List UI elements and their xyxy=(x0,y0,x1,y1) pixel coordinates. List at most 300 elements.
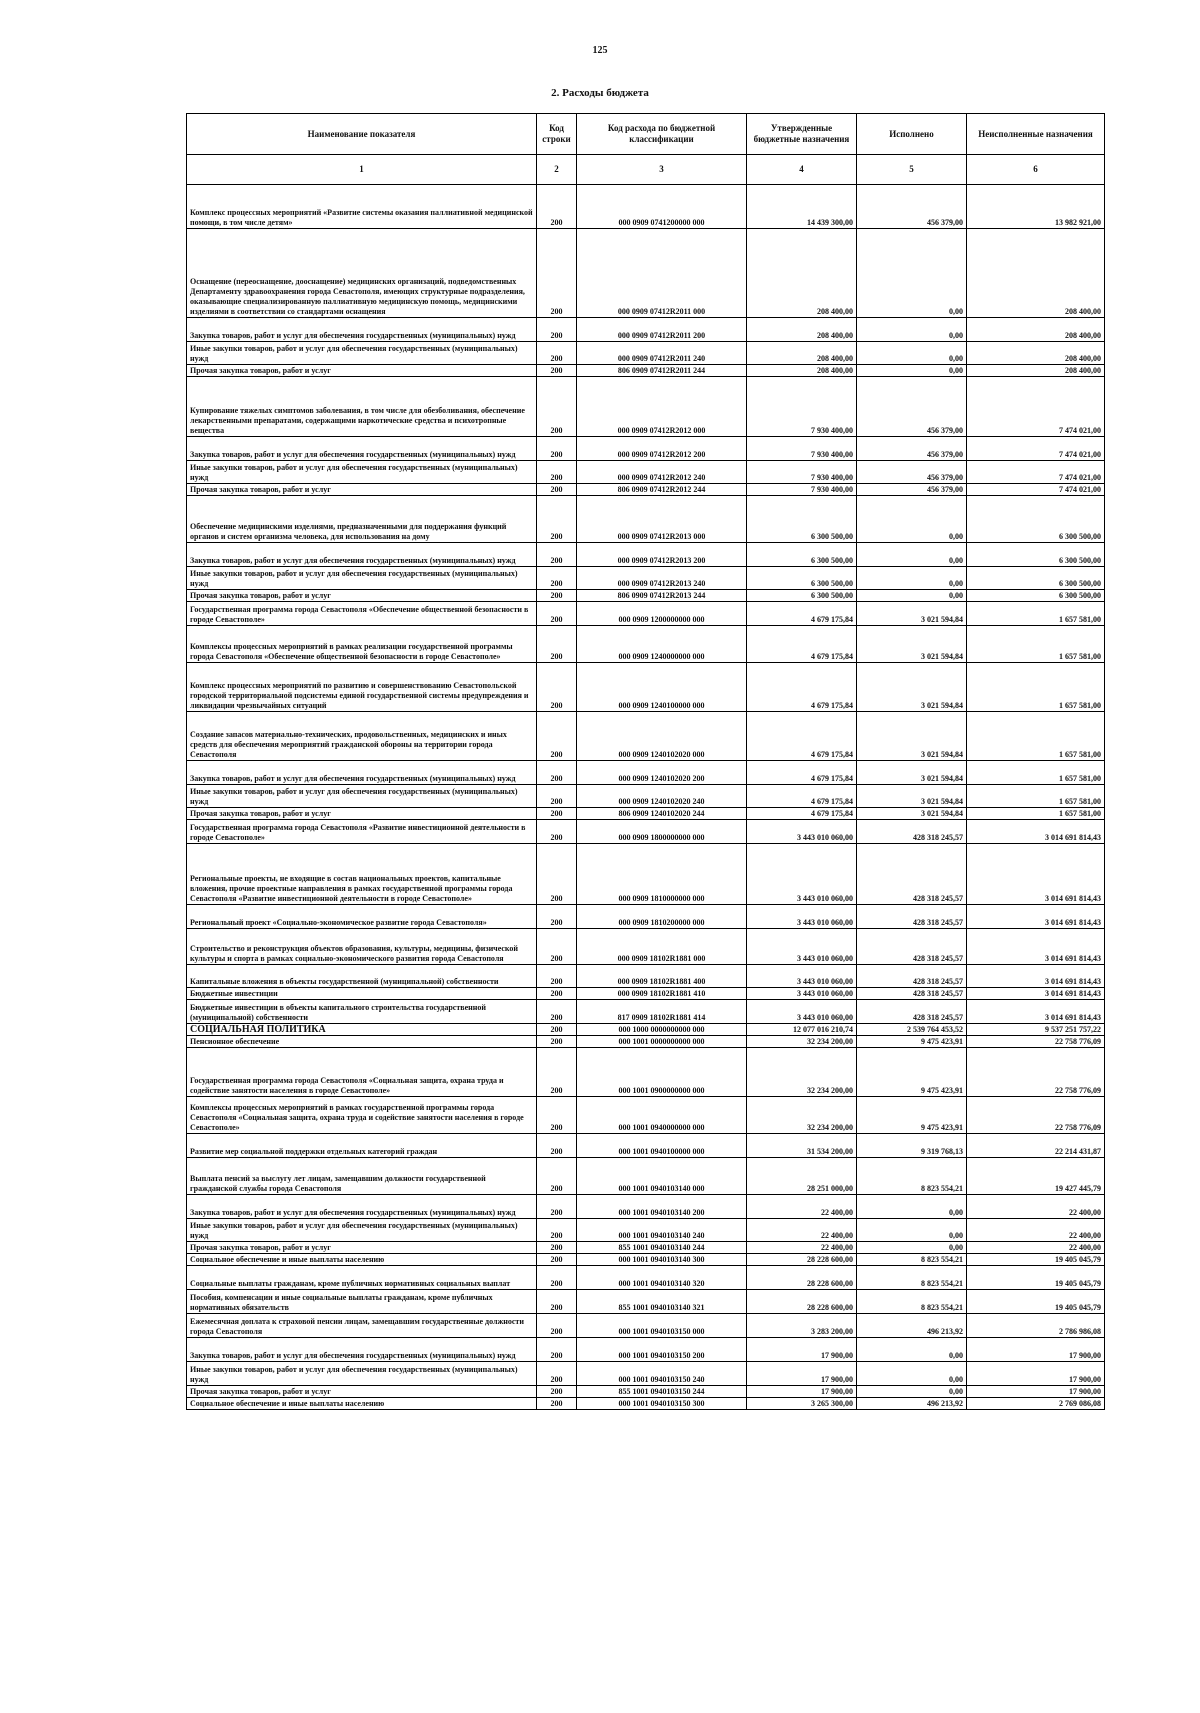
row-name: Социальное обеспечение и иные выплаты населению xyxy=(187,1254,537,1266)
row-line-code: 200 xyxy=(537,1219,577,1242)
col-number: 2 xyxy=(537,155,577,185)
row-line-code: 200 xyxy=(537,461,577,484)
row-name: Государственная программа города Севастополя «Обеспечение общественной безопасности в городе Севастополе» xyxy=(187,602,537,626)
table-row xyxy=(187,965,1105,988)
table-row xyxy=(187,808,1105,820)
row-unexecuted-amount: 1 657 581,00 xyxy=(967,712,1105,761)
row-classification-code: 000 1001 0940103140 200 xyxy=(577,1195,747,1219)
row-name: Прочая закупка товаров, работ и услуг xyxy=(187,484,537,496)
row-classification-code: 000 0909 07412R2011 240 xyxy=(577,342,747,365)
row-approved-amount: 14 439 300,00 xyxy=(747,185,857,229)
row-approved-amount: 22 400,00 xyxy=(747,1242,857,1254)
row-executed-amount: 0,00 xyxy=(857,1362,967,1386)
row-executed-amount: 3 021 594,84 xyxy=(857,785,967,808)
table-row xyxy=(187,1134,1105,1158)
row-classification-code: 000 0909 07412R2012 240 xyxy=(577,461,747,484)
row-approved-amount: 6 300 500,00 xyxy=(747,496,857,543)
row-unexecuted-amount: 19 405 045,79 xyxy=(967,1254,1105,1266)
row-name: Закупка товаров, работ и услуг для обеспечения государственных (муниципальных) нужд xyxy=(187,437,537,461)
row-unexecuted-amount: 22 758 776,09 xyxy=(967,1097,1105,1134)
row-line-code: 200 xyxy=(537,437,577,461)
col-number: 6 xyxy=(967,155,1105,185)
row-approved-amount: 4 679 175,84 xyxy=(747,602,857,626)
row-classification-code: 000 0909 18102R1881 400 xyxy=(577,965,747,988)
row-name: Оснащение (переоснащение, дооснащение) медицинских организаций, подведомственных Департаменту здравоохранения города Севастополя, имеющих структурные подразделения, оказывающие специализированную паллиативную медицинскую помощь, медицинскими изделиями в соответствии со стандартами оснащения xyxy=(187,229,537,318)
row-classification-code: 000 0909 07412R2013 000 xyxy=(577,496,747,543)
row-executed-amount: 3 021 594,84 xyxy=(857,626,967,663)
row-executed-amount: 9 475 423,91 xyxy=(857,1097,967,1134)
row-classification-code: 000 1001 0940103140 300 xyxy=(577,1254,747,1266)
row-classification-code: 806 0909 07412R2012 244 xyxy=(577,484,747,496)
row-unexecuted-amount: 22 758 776,09 xyxy=(967,1048,1105,1097)
row-line-code: 200 xyxy=(537,1362,577,1386)
col-number: 1 xyxy=(187,155,537,185)
row-approved-amount: 6 300 500,00 xyxy=(747,543,857,567)
row-line-code: 200 xyxy=(537,318,577,342)
row-unexecuted-amount: 208 400,00 xyxy=(967,229,1105,318)
row-executed-amount: 0,00 xyxy=(857,1219,967,1242)
column-titles-row xyxy=(187,114,1105,155)
table-row xyxy=(187,712,1105,761)
table-row xyxy=(187,844,1105,905)
row-line-code: 200 xyxy=(537,1000,577,1024)
row-unexecuted-amount: 6 300 500,00 xyxy=(967,590,1105,602)
row-unexecuted-amount: 3 014 691 814,43 xyxy=(967,820,1105,844)
row-line-code: 200 xyxy=(537,1242,577,1254)
table-row xyxy=(187,602,1105,626)
row-approved-amount: 3 443 010 060,00 xyxy=(747,820,857,844)
row-unexecuted-amount: 22 400,00 xyxy=(967,1195,1105,1219)
row-executed-amount: 456 379,00 xyxy=(857,185,967,229)
row-approved-amount: 28 251 000,00 xyxy=(747,1158,857,1195)
table-row xyxy=(187,1290,1105,1314)
row-classification-code: 806 0909 07412R2013 244 xyxy=(577,590,747,602)
row-line-code: 200 xyxy=(537,567,577,590)
table-row xyxy=(187,988,1105,1000)
row-line-code: 200 xyxy=(537,1314,577,1338)
row-line-code: 200 xyxy=(537,712,577,761)
row-line-code: 200 xyxy=(537,820,577,844)
row-name: Иные закупки товаров, работ и услуг для обеспечения государственных (муниципальных) нужд xyxy=(187,342,537,365)
row-line-code: 200 xyxy=(537,185,577,229)
table-row xyxy=(187,484,1105,496)
row-unexecuted-amount: 17 900,00 xyxy=(967,1338,1105,1362)
row-name: Государственная программа города Севастополя «Развитие инвестиционной деятельности в городе Севастополе» xyxy=(187,820,537,844)
row-name: Социальное обеспечение и иные выплаты населению xyxy=(187,1398,537,1410)
row-classification-code: 000 1001 0940103150 240 xyxy=(577,1362,747,1386)
row-executed-amount: 0,00 xyxy=(857,342,967,365)
row-line-code: 200 xyxy=(537,229,577,318)
row-unexecuted-amount: 19 427 445,79 xyxy=(967,1158,1105,1195)
row-executed-amount: 428 318 245,57 xyxy=(857,820,967,844)
row-approved-amount: 4 679 175,84 xyxy=(747,712,857,761)
row-line-code: 200 xyxy=(537,905,577,929)
table-row xyxy=(187,1097,1105,1134)
col-classification-code-header: Код расхода по бюджетной классификации xyxy=(577,114,747,155)
row-name: Закупка товаров, работ и услуг для обеспечения государственных (муниципальных) нужд xyxy=(187,543,537,567)
row-unexecuted-amount: 1 657 581,00 xyxy=(967,808,1105,820)
row-classification-code: 000 1001 0940103140 320 xyxy=(577,1266,747,1290)
row-executed-amount: 428 318 245,57 xyxy=(857,905,967,929)
row-unexecuted-amount: 3 014 691 814,43 xyxy=(967,988,1105,1000)
row-name: Строительство и реконструкция объектов образования, культуры, медицины, физической культуры и спорта в рамках социально-экономического развития города Севастополя xyxy=(187,929,537,965)
row-line-code: 200 xyxy=(537,484,577,496)
row-name: Иные закупки товаров, работ и услуг для обеспечения государственных (муниципальных) нужд xyxy=(187,1362,537,1386)
row-executed-amount: 456 379,00 xyxy=(857,484,967,496)
row-classification-code: 000 1001 0940103140 000 xyxy=(577,1158,747,1195)
row-executed-amount: 428 318 245,57 xyxy=(857,844,967,905)
row-name: Прочая закупка товаров, работ и услуг xyxy=(187,1386,537,1398)
table-row xyxy=(187,365,1105,377)
row-line-code: 200 xyxy=(537,988,577,1000)
row-unexecuted-amount: 22 758 776,09 xyxy=(967,1036,1105,1048)
row-executed-amount: 496 213,92 xyxy=(857,1398,967,1410)
row-name: Закупка товаров, работ и услуг для обеспечения государственных (муниципальных) нужд xyxy=(187,1195,537,1219)
row-executed-amount: 428 318 245,57 xyxy=(857,929,967,965)
row-executed-amount: 428 318 245,57 xyxy=(857,1000,967,1024)
table-row xyxy=(187,1242,1105,1254)
row-unexecuted-amount: 7 474 021,00 xyxy=(967,484,1105,496)
row-line-code: 200 xyxy=(537,1398,577,1410)
table-row xyxy=(187,1398,1105,1410)
row-approved-amount: 17 900,00 xyxy=(747,1386,857,1398)
row-executed-amount: 9 319 768,13 xyxy=(857,1134,967,1158)
row-classification-code: 000 1001 0900000000 000 xyxy=(577,1048,747,1097)
row-unexecuted-amount: 9 537 251 757,22 xyxy=(967,1024,1105,1036)
row-approved-amount: 208 400,00 xyxy=(747,365,857,377)
row-approved-amount: 7 930 400,00 xyxy=(747,461,857,484)
table-row xyxy=(187,1000,1105,1024)
row-executed-amount: 456 379,00 xyxy=(857,461,967,484)
row-classification-code: 817 0909 18102R1881 414 xyxy=(577,1000,747,1024)
row-classification-code: 000 1001 0940000000 000 xyxy=(577,1097,747,1134)
row-classification-code: 855 1001 0940103140 244 xyxy=(577,1242,747,1254)
row-approved-amount: 31 534 200,00 xyxy=(747,1134,857,1158)
table-row xyxy=(187,543,1105,567)
row-executed-amount: 3 021 594,84 xyxy=(857,602,967,626)
row-line-code: 200 xyxy=(537,929,577,965)
row-unexecuted-amount: 1 657 581,00 xyxy=(967,602,1105,626)
row-name: Развитие мер социальной поддержки отдельных категорий граждан xyxy=(187,1134,537,1158)
row-name: Пособия, компенсации и иные социальные выплаты гражданам, кроме публичных нормативных обязательств xyxy=(187,1290,537,1314)
row-approved-amount: 22 400,00 xyxy=(747,1195,857,1219)
row-executed-amount: 0,00 xyxy=(857,590,967,602)
row-approved-amount: 28 228 600,00 xyxy=(747,1254,857,1266)
row-approved-amount: 32 234 200,00 xyxy=(747,1036,857,1048)
row-name: Прочая закупка товаров, работ и услуг xyxy=(187,808,537,820)
col-number: 5 xyxy=(857,155,967,185)
row-approved-amount: 28 228 600,00 xyxy=(747,1266,857,1290)
table-row xyxy=(187,567,1105,590)
row-unexecuted-amount: 17 900,00 xyxy=(967,1362,1105,1386)
table-header xyxy=(187,114,1105,185)
row-approved-amount: 208 400,00 xyxy=(747,229,857,318)
table-row xyxy=(187,761,1105,785)
row-line-code: 200 xyxy=(537,844,577,905)
row-approved-amount: 17 900,00 xyxy=(747,1362,857,1386)
row-unexecuted-amount: 6 300 500,00 xyxy=(967,543,1105,567)
row-classification-code: 806 0909 07412R2011 244 xyxy=(577,365,747,377)
row-approved-amount: 4 679 175,84 xyxy=(747,808,857,820)
row-unexecuted-amount: 6 300 500,00 xyxy=(967,496,1105,543)
row-approved-amount: 6 300 500,00 xyxy=(747,590,857,602)
row-line-code: 200 xyxy=(537,1097,577,1134)
row-executed-amount: 428 318 245,57 xyxy=(857,965,967,988)
row-executed-amount: 0,00 xyxy=(857,318,967,342)
row-executed-amount: 9 475 423,91 xyxy=(857,1048,967,1097)
row-executed-amount: 0,00 xyxy=(857,1338,967,1362)
row-name: Иные закупки товаров, работ и услуг для обеспечения государственных (муниципальных) нужд xyxy=(187,785,537,808)
budget-expenses-table xyxy=(186,113,1105,1410)
col-number: 4 xyxy=(747,155,857,185)
row-unexecuted-amount: 7 474 021,00 xyxy=(967,461,1105,484)
table-row xyxy=(187,1048,1105,1097)
row-classification-code: 000 0909 07412R2012 000 xyxy=(577,377,747,437)
row-approved-amount: 208 400,00 xyxy=(747,342,857,365)
row-name: Выплата пенсий за выслугу лет лицам, замещавшим должности государственной гражданской службы города Севастополя xyxy=(187,1158,537,1195)
row-approved-amount: 7 930 400,00 xyxy=(747,484,857,496)
row-approved-amount: 7 930 400,00 xyxy=(747,377,857,437)
row-line-code: 200 xyxy=(537,1290,577,1314)
row-approved-amount: 3 443 010 060,00 xyxy=(747,1000,857,1024)
col-line-code-header: Код строки xyxy=(537,114,577,155)
row-approved-amount: 3 443 010 060,00 xyxy=(747,965,857,988)
row-name: СОЦИАЛЬНАЯ ПОЛИТИКА xyxy=(187,1024,537,1036)
row-classification-code: 000 0909 07412R2012 200 xyxy=(577,437,747,461)
row-approved-amount: 4 679 175,84 xyxy=(747,761,857,785)
row-executed-amount: 8 823 554,21 xyxy=(857,1254,967,1266)
row-classification-code: 000 0909 1240102020 200 xyxy=(577,761,747,785)
row-approved-amount: 3 265 300,00 xyxy=(747,1398,857,1410)
row-approved-amount: 17 900,00 xyxy=(747,1338,857,1362)
row-name: Иные закупки товаров, работ и услуг для обеспечения государственных (муниципальных) нужд xyxy=(187,1219,537,1242)
row-classification-code: 000 0909 1240100000 000 xyxy=(577,663,747,712)
table-row xyxy=(187,1195,1105,1219)
row-line-code: 200 xyxy=(537,1386,577,1398)
row-executed-amount: 2 539 764 453,52 xyxy=(857,1024,967,1036)
table-row xyxy=(187,1024,1105,1036)
row-executed-amount: 0,00 xyxy=(857,496,967,543)
table-row xyxy=(187,820,1105,844)
row-unexecuted-amount: 3 014 691 814,43 xyxy=(967,1000,1105,1024)
row-classification-code: 000 0909 0741200000 000 xyxy=(577,185,747,229)
row-line-code: 200 xyxy=(537,602,577,626)
row-executed-amount: 8 823 554,21 xyxy=(857,1158,967,1195)
row-name: Иные закупки товаров, работ и услуг для обеспечения государственных (муниципальных) нужд xyxy=(187,567,537,590)
row-executed-amount: 9 475 423,91 xyxy=(857,1036,967,1048)
row-approved-amount: 4 679 175,84 xyxy=(747,785,857,808)
row-approved-amount: 22 400,00 xyxy=(747,1219,857,1242)
row-approved-amount: 28 228 600,00 xyxy=(747,1290,857,1314)
row-line-code: 200 xyxy=(537,1266,577,1290)
table-row xyxy=(187,437,1105,461)
row-executed-amount: 0,00 xyxy=(857,567,967,590)
row-unexecuted-amount: 19 405 045,79 xyxy=(967,1290,1105,1314)
row-line-code: 200 xyxy=(537,1036,577,1048)
table-row xyxy=(187,1036,1105,1048)
row-line-code: 200 xyxy=(537,761,577,785)
row-classification-code: 000 0909 07412R2011 200 xyxy=(577,318,747,342)
row-approved-amount: 4 679 175,84 xyxy=(747,663,857,712)
row-approved-amount: 32 234 200,00 xyxy=(747,1048,857,1097)
row-unexecuted-amount: 1 657 581,00 xyxy=(967,761,1105,785)
row-unexecuted-amount: 22 214 431,87 xyxy=(967,1134,1105,1158)
row-unexecuted-amount: 7 474 021,00 xyxy=(967,377,1105,437)
row-unexecuted-amount: 3 014 691 814,43 xyxy=(967,844,1105,905)
row-classification-code: 806 0909 1240102020 244 xyxy=(577,808,747,820)
row-line-code: 200 xyxy=(537,1254,577,1266)
row-name: Комплекс процессных мероприятий «Развитие системы оказания паллиативной медицинской помощи, в том числе детям» xyxy=(187,185,537,229)
row-approved-amount: 7 930 400,00 xyxy=(747,437,857,461)
row-name: Прочая закупка товаров, работ и услуг xyxy=(187,1242,537,1254)
row-executed-amount: 3 021 594,84 xyxy=(857,808,967,820)
table-row xyxy=(187,496,1105,543)
table-row xyxy=(187,1362,1105,1386)
row-classification-code: 000 1001 0940103150 300 xyxy=(577,1398,747,1410)
row-classification-code: 000 1000 0000000000 000 xyxy=(577,1024,747,1036)
table-row xyxy=(187,1266,1105,1290)
col-number: 3 xyxy=(577,155,747,185)
row-classification-code: 000 1001 0940103140 240 xyxy=(577,1219,747,1242)
row-line-code: 200 xyxy=(537,377,577,437)
row-unexecuted-amount: 208 400,00 xyxy=(967,318,1105,342)
row-classification-code: 000 1001 0000000000 000 xyxy=(577,1036,747,1048)
table-row xyxy=(187,1314,1105,1338)
row-line-code: 200 xyxy=(537,543,577,567)
col-executed-header: Исполнено xyxy=(857,114,967,155)
row-classification-code: 000 0909 1240102020 240 xyxy=(577,785,747,808)
row-classification-code: 000 0909 1800000000 000 xyxy=(577,820,747,844)
row-unexecuted-amount: 2 786 986,08 xyxy=(967,1314,1105,1338)
section-title: 2. Расходы бюджета xyxy=(551,87,649,99)
row-executed-amount: 8 823 554,21 xyxy=(857,1290,967,1314)
row-classification-code: 000 0909 07412R2013 200 xyxy=(577,543,747,567)
row-unexecuted-amount: 3 014 691 814,43 xyxy=(967,965,1105,988)
row-name: Прочая закупка товаров, работ и услуг xyxy=(187,590,537,602)
table-row xyxy=(187,1254,1105,1266)
table-row xyxy=(187,1338,1105,1362)
row-line-code: 200 xyxy=(537,1048,577,1097)
row-unexecuted-amount: 208 400,00 xyxy=(967,342,1105,365)
row-name: Закупка товаров, работ и услуг для обеспечения государственных (муниципальных) нужд xyxy=(187,761,537,785)
row-approved-amount: 3 443 010 060,00 xyxy=(747,929,857,965)
row-executed-amount: 0,00 xyxy=(857,229,967,318)
row-line-code: 200 xyxy=(537,590,577,602)
row-name: Социальные выплаты гражданам, кроме публичных нормативных социальных выплат xyxy=(187,1266,537,1290)
table-row xyxy=(187,905,1105,929)
row-classification-code: 000 0909 18102R1881 000 xyxy=(577,929,747,965)
row-executed-amount: 0,00 xyxy=(857,1242,967,1254)
table-row xyxy=(187,785,1105,808)
row-name: Прочая закупка товаров, работ и услуг xyxy=(187,365,537,377)
row-unexecuted-amount: 3 014 691 814,43 xyxy=(967,905,1105,929)
row-line-code: 200 xyxy=(537,808,577,820)
row-classification-code: 000 1001 0940103150 000 xyxy=(577,1314,747,1338)
col-name-header: Наименование показателя xyxy=(187,114,537,155)
row-line-code: 200 xyxy=(537,1195,577,1219)
row-executed-amount: 3 021 594,84 xyxy=(857,712,967,761)
row-name: Региональные проекты, не входящие в состав национальных проектов, капитальные вложения, прочие проектные направления в рамках государственной программы города Севастополя «Развитие инвестиционной деятельности в городе Севастополе» xyxy=(187,844,537,905)
row-name: Закупка товаров, работ и услуг для обеспечения государственных (муниципальных) нужд xyxy=(187,318,537,342)
row-name: Комплексы процессных мероприятий в рамках государственной программы города Севастополя «Социальная защита, охрана труда и содействие занятости населения в городе Севастополе» xyxy=(187,1097,537,1134)
row-executed-amount: 0,00 xyxy=(857,543,967,567)
row-classification-code: 000 0909 1200000000 000 xyxy=(577,602,747,626)
col-approved-header: Утвержденные бюджетные назначения xyxy=(747,114,857,155)
row-classification-code: 000 0909 07412R2011 000 xyxy=(577,229,747,318)
row-classification-code: 000 0909 18102R1881 410 xyxy=(577,988,747,1000)
table-row xyxy=(187,185,1105,229)
row-approved-amount: 12 077 016 210,74 xyxy=(747,1024,857,1036)
row-name: Комплексы процессных мероприятий в рамках реализации государственной программы города Севастополя «Обеспечение общественной безопасности в городе Севастополе» xyxy=(187,626,537,663)
row-executed-amount: 3 021 594,84 xyxy=(857,663,967,712)
row-executed-amount: 0,00 xyxy=(857,365,967,377)
row-name: Обеспечение медицинскими изделиями, предназначенными для поддержания функций органов и систем организма человека, для использования на дому xyxy=(187,496,537,543)
row-name: Создание запасов материально-технических, продовольственных, медицинских и иных средств для обеспечения мероприятий гражданской обороны на территории города Севастополя xyxy=(187,712,537,761)
row-executed-amount: 0,00 xyxy=(857,1195,967,1219)
table-row xyxy=(187,590,1105,602)
table-row xyxy=(187,229,1105,318)
row-executed-amount: 456 379,00 xyxy=(857,377,967,437)
column-numbers-row xyxy=(187,155,1105,185)
row-classification-code: 000 0909 1810000000 000 xyxy=(577,844,747,905)
row-name: Государственная программа города Севастополя «Социальная защита, охрана труда и содействие занятости населения в городе Севастополе» xyxy=(187,1048,537,1097)
row-approved-amount: 3 443 010 060,00 xyxy=(747,905,857,929)
row-approved-amount: 208 400,00 xyxy=(747,318,857,342)
row-approved-amount: 3 443 010 060,00 xyxy=(747,988,857,1000)
table-row xyxy=(187,626,1105,663)
row-approved-amount: 3 443 010 060,00 xyxy=(747,844,857,905)
row-approved-amount: 3 283 200,00 xyxy=(747,1314,857,1338)
row-unexecuted-amount: 2 769 086,08 xyxy=(967,1398,1105,1410)
row-line-code: 200 xyxy=(537,785,577,808)
row-unexecuted-amount: 208 400,00 xyxy=(967,365,1105,377)
row-approved-amount: 32 234 200,00 xyxy=(747,1097,857,1134)
table-row xyxy=(187,929,1105,965)
row-line-code: 200 xyxy=(537,1158,577,1195)
row-approved-amount: 4 679 175,84 xyxy=(747,626,857,663)
row-name: Комплекс процессных мероприятий по развитию и совершенствованию Севастопольской городской территориальной подсистемы единой государственной системы предупреждения и ликвидации чрезвычайных ситуаций xyxy=(187,663,537,712)
row-unexecuted-amount: 22 400,00 xyxy=(967,1242,1105,1254)
row-line-code: 200 xyxy=(537,1024,577,1036)
row-unexecuted-amount: 19 405 045,79 xyxy=(967,1266,1105,1290)
row-executed-amount: 456 379,00 xyxy=(857,437,967,461)
table-row xyxy=(187,663,1105,712)
row-classification-code: 855 1001 0940103140 321 xyxy=(577,1290,747,1314)
row-line-code: 200 xyxy=(537,496,577,543)
col-unexecuted-header: Неисполненные назначения xyxy=(967,114,1105,155)
page-number: 125 xyxy=(592,45,608,56)
row-classification-code: 000 0909 1810200000 000 xyxy=(577,905,747,929)
row-executed-amount: 496 213,92 xyxy=(857,1314,967,1338)
table-row xyxy=(187,318,1105,342)
table-row xyxy=(187,461,1105,484)
row-executed-amount: 428 318 245,57 xyxy=(857,988,967,1000)
row-classification-code: 000 0909 1240102020 000 xyxy=(577,712,747,761)
row-name: Региональный проект «Социально-экономическое развитие города Севастополя» xyxy=(187,905,537,929)
row-line-code: 200 xyxy=(537,365,577,377)
row-unexecuted-amount: 7 474 021,00 xyxy=(967,437,1105,461)
row-line-code: 200 xyxy=(537,626,577,663)
row-classification-code: 855 1001 0940103150 244 xyxy=(577,1386,747,1398)
row-line-code: 200 xyxy=(537,342,577,365)
row-unexecuted-amount: 1 657 581,00 xyxy=(967,626,1105,663)
table-body xyxy=(187,185,1105,1410)
row-name: Пенсионное обеспечение xyxy=(187,1036,537,1048)
row-unexecuted-amount: 1 657 581,00 xyxy=(967,663,1105,712)
table-row xyxy=(187,377,1105,437)
row-classification-code: 000 1001 0940103150 200 xyxy=(577,1338,747,1362)
table-row xyxy=(187,342,1105,365)
